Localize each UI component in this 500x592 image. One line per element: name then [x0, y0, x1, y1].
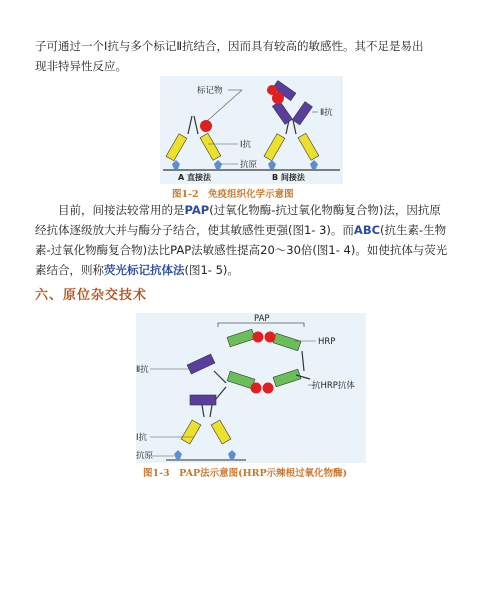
term-pap: PAP — [184, 203, 210, 217]
antigen-a-left — [172, 160, 180, 169]
paragraph-continuation — [35, 36, 475, 76]
marker-dot-b2 — [267, 85, 277, 95]
ab1-arm-left-b — [264, 134, 285, 161]
antigen-b-right — [310, 160, 318, 169]
term-abc: ABC — [353, 223, 381, 237]
label-ab1-pap: Ⅰ抗 — [136, 433, 148, 443]
hrp-dot-3 — [251, 383, 262, 394]
ab2-arm-left — [272, 101, 292, 124]
antigen-pap-right — [228, 450, 236, 459]
para2-line3: 素-过氧化物酶复合物)法比PAP法敏感性提高20～30倍(图1- 4)。如使抗体与荧光 — [35, 243, 448, 257]
section-heading: 六、原位杂交技术 — [35, 288, 148, 303]
label-ab1: Ⅰ抗 — [240, 140, 252, 150]
label-direct-method: A 直接法 — [178, 173, 211, 182]
para2-line4-c: (图1- 5)。 — [184, 263, 239, 277]
figure-immunohistochemistry — [160, 76, 343, 184]
label-indirect-method: B 间接法 — [272, 173, 305, 182]
para2-line1-a: 目前，间接法较常用的是 — [35, 203, 185, 217]
label-hrp: HRP — [318, 337, 336, 347]
figure-1-2-diagram — [160, 76, 343, 184]
label-ab2-pap: Ⅱ抗 — [136, 365, 149, 375]
para2-line2-a: 经抗体逐级放大并与酶分子结合，使其敏感性更强(图1- 3)。而 — [35, 223, 354, 237]
hrp-dot-4 — [263, 383, 274, 394]
ab1-arm-left-a — [166, 134, 187, 161]
para2-line2-c: (抗生素-生物 — [380, 223, 447, 237]
antigen-b-left — [268, 160, 276, 169]
figure-1-3-diagram — [136, 313, 366, 463]
para1-line1: 子可通过一个Ⅰ抗与多个标记Ⅱ抗结合，因而具有较高的敏感性。其不足是易出 — [35, 39, 424, 53]
label-antigen: 抗原 — [240, 160, 258, 170]
pap-arm-1 — [227, 329, 255, 347]
label-pap: PAP — [254, 314, 270, 324]
antigen-a-right — [214, 160, 222, 169]
term-fluorescent-antibody: 荧光标记抗体法 — [104, 263, 185, 277]
label-antigen-pap: 抗原 — [136, 451, 154, 461]
figure-1-3-caption: 图1-3 PAP法示意图(HRP示辣根过氧化物酶) — [143, 468, 348, 479]
pap-arm-4 — [273, 369, 301, 387]
ab1-arm-right-b — [298, 133, 319, 160]
figure-1-2-caption: 图1-2 免疫组织化学示意图 — [172, 189, 294, 200]
ab1-arm-right-a — [200, 133, 221, 160]
para2-line4-a: 素结合，则称 — [35, 263, 104, 277]
pap-arm-3 — [227, 371, 255, 389]
ab2-pap-arm-1 — [187, 354, 215, 374]
antigen-pap-left — [174, 450, 182, 459]
pap-arm-2 — [273, 333, 301, 351]
ab2-pap-arm-2 — [190, 395, 216, 405]
label-marker: 标记物 — [197, 86, 223, 96]
para1-line2: 现非特异性反应。 — [35, 59, 127, 73]
hrp-dot-1 — [253, 332, 264, 343]
hrp-dot-2 — [265, 332, 276, 343]
ab1-pap-arm-left — [181, 420, 201, 444]
paragraph-methods — [35, 200, 475, 280]
figure-pap-method — [136, 313, 366, 463]
label-ab2: Ⅱ抗 — [320, 108, 333, 118]
label-anti-hrp-antibody: 抗HRP抗体 — [312, 381, 355, 391]
para2-line1-c: (过氧化物酶-抗过氧化物酶复合物)法，因抗原 — [209, 203, 441, 217]
ab2-arm-right — [292, 102, 312, 125]
ab1-pap-arm-right — [211, 420, 231, 444]
